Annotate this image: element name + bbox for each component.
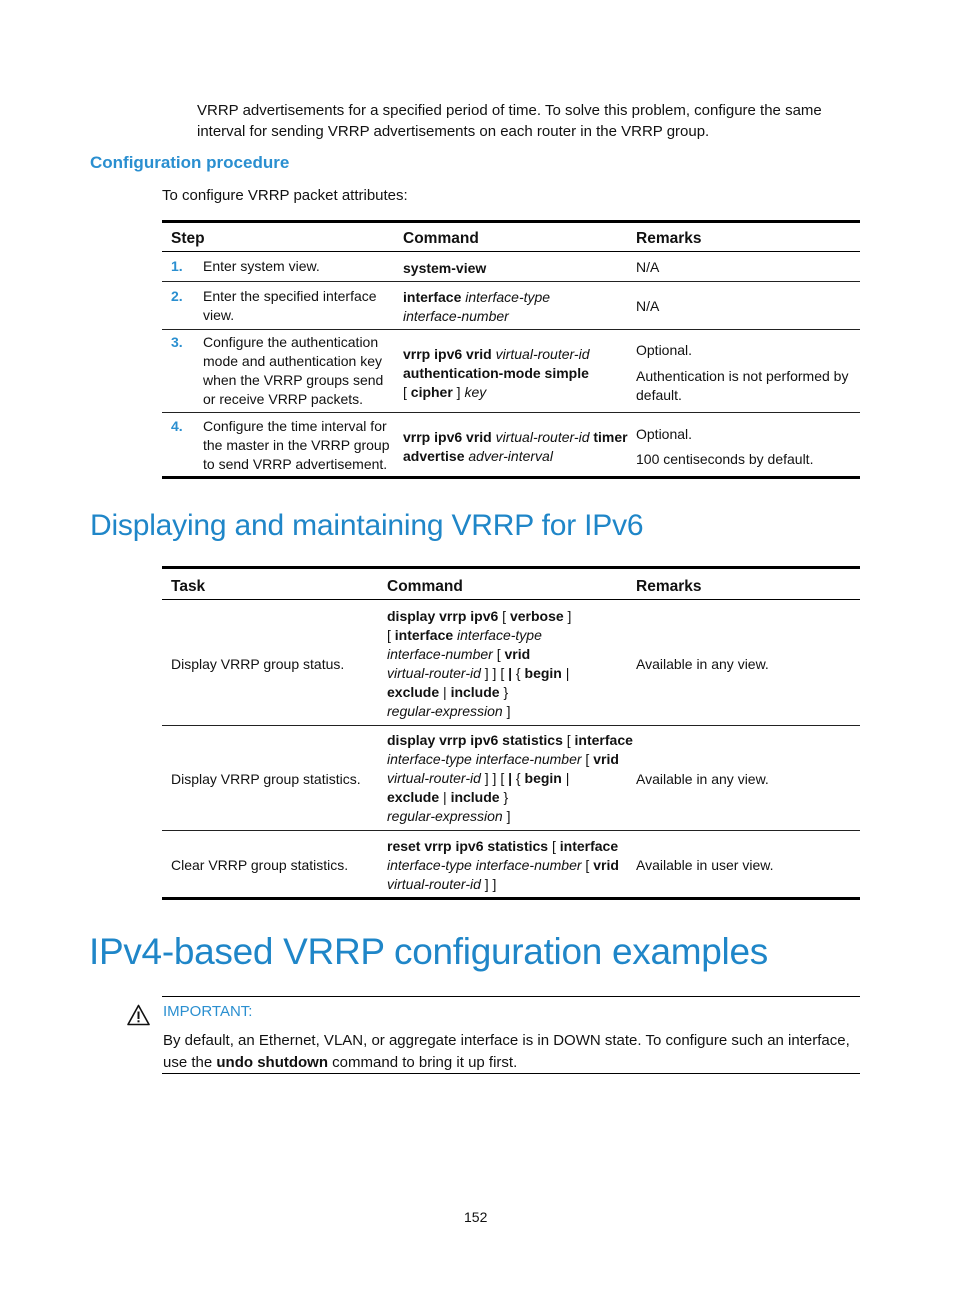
important-text-segment: use the [163,1054,217,1071]
step-text-line: view. [203,307,235,323]
warning-icon [127,1004,150,1026]
table-header-command: Command [403,230,479,247]
command-argument: adver-interval [464,448,553,464]
step-description [203,257,320,276]
command-line [387,856,619,875]
page-number: 152 [464,1209,488,1225]
table-bottom-rule [162,897,860,900]
step-description [203,287,377,325]
command-keyword: interface [574,732,633,748]
command-line [387,769,633,788]
remarks-text-line: 100 centiseconds by default. [636,451,814,467]
notice-top-rule [162,996,860,997]
command-argument: virtual-router-id [387,876,481,892]
table-header-rule [162,251,860,252]
step-text-line: when the VRRP groups send [203,372,384,388]
command-keyword: include [450,789,500,805]
command-line [403,447,628,466]
command-argument: interface-type interface-number [387,751,582,767]
command-line [387,731,633,750]
command-line [403,345,589,364]
table-top-rule [162,220,860,223]
command-line [403,288,550,307]
table-header-command: Command [387,578,463,595]
command-argument: interface-number [387,646,493,662]
task-description: Display VRRP group statistics. [171,771,361,787]
command-keyword: cipher [410,384,453,400]
important-text-line-2 [163,1052,517,1073]
command-syntax: } [499,684,509,700]
table-top-rule [162,566,860,569]
row-divider [162,281,860,282]
command-line [387,607,571,626]
command-argument: regular-expression [387,808,503,824]
command-syntax: | [439,684,451,700]
command-argument: interface-type [453,627,542,643]
remarks-text-line: Authentication is not performed by [636,368,849,384]
intro-line-1: VRRP advertisements for a specified period of time. To solve this problem, configure the same [197,102,822,119]
command-argument: interface-type interface-number [387,857,582,873]
section-heading-displaying: Displaying and maintaining VRRP for IPv6 [90,509,644,542]
command-keyword: exclude [387,684,440,700]
task-description: Clear VRRP group statistics. [171,857,349,873]
step-number: 4. [171,418,183,434]
command-keyword: reset vrrp ipv6 statistics [387,838,549,854]
command-name-undo-shutdown: undo shutdown [216,1054,329,1071]
step-number: 3. [171,334,183,350]
task-remarks: Available in any view. [636,656,769,672]
command-keyword: vrid [593,751,619,767]
step-text-line: or receive VRRP packets. [203,391,364,407]
command-line [387,788,633,807]
command-syntax: ] [563,608,572,624]
remarks-text-line: Optional. [636,342,693,358]
step-text-line: Enter the specified interface [203,288,377,304]
command-syntax: | [439,789,451,805]
section-heading-examples: IPv4-based VRRP configuration examples [89,931,768,972]
step-command [403,259,486,278]
command-syntax: [ [581,751,594,767]
command-keyword: begin [524,770,562,786]
important-text-segment: command to bring it up first. [328,1054,518,1071]
task-remarks: Available in user view. [636,857,774,873]
step-text-line: to send VRRP advertisement. [203,456,388,472]
command-argument: virtual-router-id [387,770,481,786]
command-syntax: [ [562,732,575,748]
row-divider [162,725,860,726]
remarks-text-line: Optional. [636,426,693,442]
command-keyword: include [450,684,500,700]
command-line [387,645,571,664]
command-syntax: ] ] [ [480,665,509,681]
notice-bottom-rule [162,1073,860,1074]
table-header-step: Step [171,230,205,247]
command-argument: interface-type [461,289,551,305]
command-keyword: vrrp ipv6 vrid [403,346,492,362]
command-line [387,837,619,856]
command-keyword: vrrp ipv6 vrid [403,429,492,445]
command-syntax: [ [492,646,505,662]
command-argument: regular-expression [387,703,503,719]
table-header-remarks: Remarks [636,230,702,247]
command-syntax: ] [502,808,511,824]
command-syntax: [ [387,627,395,643]
command-syntax: [ [581,857,594,873]
command-syntax: [ [403,384,411,400]
command-syntax: | [561,770,570,786]
step-number: 2. [171,288,183,304]
command-line [387,807,633,826]
command-line [387,875,619,894]
command-keyword: display vrrp ipv6 [387,608,499,624]
command-syntax: ] ] [480,876,497,892]
row-divider [162,329,860,330]
table-header-rule [162,599,860,600]
command-keyword: advertise [403,448,465,464]
task-description: Display VRRP group status. [171,656,345,672]
step-text-line: Enter system view. [203,258,320,274]
command-syntax: } [499,789,509,805]
table-header-remarks: Remarks [636,578,702,595]
command-keyword: timer [589,429,628,445]
command-argument: key [464,384,487,400]
step-remarks [636,425,813,469]
remarks-text-line: default. [636,387,682,403]
command-line [387,664,571,683]
step-text-line: the master in the VRRP group [203,437,390,453]
command-line [387,626,571,645]
task-remarks: Available in any view. [636,771,769,787]
command-keyword: begin [524,665,562,681]
step-text-line: Configure the time interval for [203,418,387,434]
step-text-line: mode and authentication key [203,353,383,369]
command-line [387,683,571,702]
command-keyword: interface [403,289,462,305]
command-argument: virtual-router-id [491,346,590,362]
command-line [403,383,589,402]
command-line [403,307,550,326]
command-keyword: vrid [504,646,531,662]
command-keyword: system-view [403,260,487,276]
command-line [403,428,628,447]
command-keyword: exclude [387,789,440,805]
step-command [403,428,628,466]
command-line [403,364,589,383]
step-command [403,288,550,326]
command-keyword: display vrrp ipv6 statistics [387,732,563,748]
step-command [403,345,589,402]
step-text-line: Configure the authentication [203,334,379,350]
command-line [387,750,633,769]
procedure-lead-text: To configure VRRP packet attributes: [162,187,408,204]
command-keyword: interface [394,627,454,643]
command-syntax: ] [502,703,511,719]
task-command [387,731,633,826]
remarks-text-line: N/A [636,259,660,275]
table-header-task: Task [171,578,206,595]
configuration-procedure-heading: Configuration procedure [90,153,290,172]
command-line [403,259,486,278]
table-bottom-rule [162,476,860,479]
command-keyword: | [508,770,513,786]
task-command [387,837,619,894]
step-remarks [636,297,659,316]
step-description [203,333,383,409]
step-description [203,417,390,474]
command-syntax: ] [452,384,465,400]
command-keyword: | [508,665,513,681]
command-argument: virtual-router-id [491,429,590,445]
step-number: 1. [171,258,183,274]
command-keyword: verbose [509,608,564,624]
step-remarks [636,341,848,405]
command-syntax: { [512,770,525,786]
command-syntax: ] ] [ [480,770,509,786]
step-remarks [636,258,659,277]
command-line [387,702,571,721]
intro-line-2: interval for sending VRRP advertisements on each router in the VRRP group. [197,123,710,140]
command-keyword: authentication-mode simple [403,365,589,381]
task-command [387,607,571,721]
command-argument: interface-number [403,308,509,324]
command-syntax: | [561,665,570,681]
important-text-line-1: By default, an Ethernet, VLAN, or aggregate interface is in DOWN state. To configure such an interface, [163,1032,850,1049]
row-divider [162,412,860,413]
important-label: IMPORTANT: [163,1003,253,1020]
remarks-text-line: N/A [636,298,660,314]
command-keyword: interface [559,838,619,854]
command-keyword: vrid [593,857,619,873]
command-syntax: [ [548,838,560,854]
command-syntax: [ [498,608,510,624]
row-divider [162,830,860,831]
command-syntax: { [512,665,525,681]
command-argument: virtual-router-id [387,665,481,681]
